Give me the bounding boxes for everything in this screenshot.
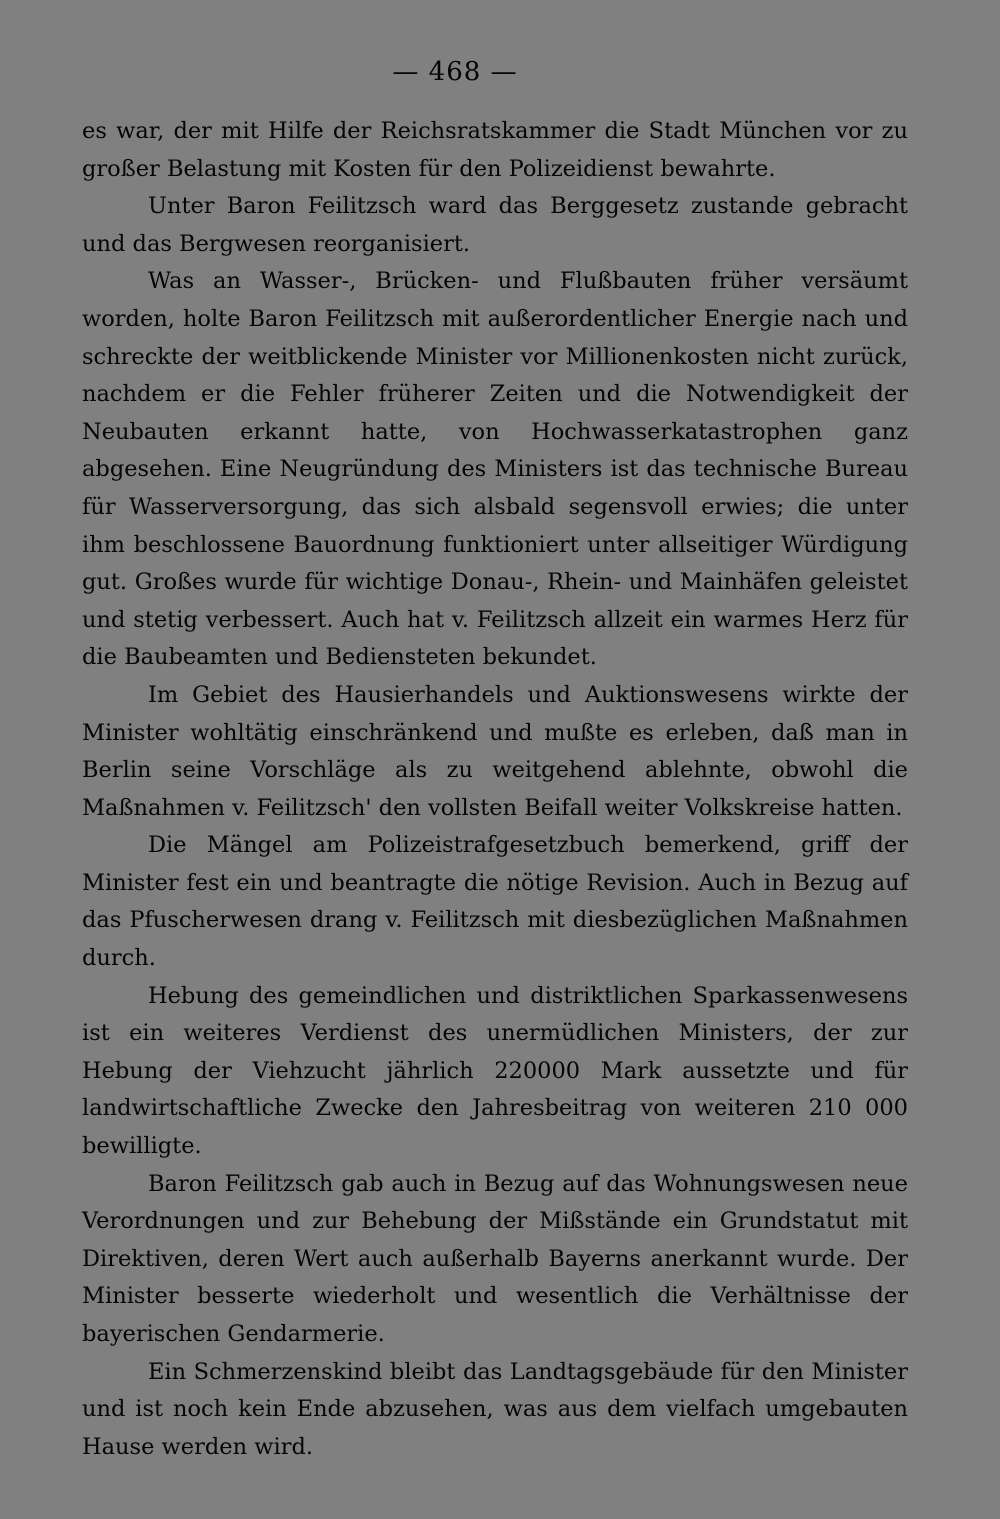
paragraph-1: es war, der mit Hilfe der Reichsratskammer die Stadt München vor zu großer Belastung mit Kosten für den Polizeidienst bewahrte. <box>82 118 908 182</box>
paragraph-2: Unter Baron Feilitzsch ward das Berggesetz zustande gebracht und das Bergwesen reorganisiert. <box>82 193 908 257</box>
paragraph-4: Im Gebiet des Hausierhandels und Auktionswesens wirkte der Minister wohltätig einschränkend und mußte es erleben, daß man in Berlin seine Vorschläge als zu weitgehend ablehnte, obwohl die Maßnahmen v. Feilitzsch' den vollsten Beifall weiter Volkskreise hatten. <box>82 681 908 821</box>
paragraph-3: Was an Wasser-, Brücken- und Flußbauten früher versäumt worden, holte Baron Feilitzsch mit außerordentlicher Energie nach und schreckte der weitblickende Minister vor Millionenkosten nicht zurück, nachdem er die Fehler früherer Zeiten und die Notwendigkeit der Neubauten erkannt hatte, von Hochwasserkatastrophen ganz abgesehen. Eine Neugründung des Ministers ist das technische Bureau für Wasserversorgung, das sich alsbald segensvoll erwies; die unter ihm beschlossene Bauordnung funktioniert unter allseitiger Würdigung gut. Großes wurde für wichtige Donau-, Rhein- und Mainhäfen geleistet und stetig verbessert. Auch hat v. Feilitzsch allzeit ein warmes Herz für die Baubeamten und Bediensteten bekundet. <box>82 268 908 671</box>
body-text <box>82 113 908 1466</box>
paragraph-5: Die Mängel am Polizeistrafgesetzbuch bemerkend, griff der Minister fest ein und beantragte die nötige Revision. Auch in Bezug auf das Pfuscherwesen drang v. Feilitzsch mit diesbezüglichen Maßnahmen durch. <box>82 832 908 972</box>
paragraph-8: Ein Schmerzenskind bleibt das Landtagsgebäude für den Minister und ist noch kein Ende abzusehen, was aus dem vielfach umgebauten Hause werden wird. <box>82 1358 908 1460</box>
page-number: — 468 — <box>392 57 518 87</box>
paragraph-7: Baron Feilitzsch gab auch in Bezug auf das Wohnungswesen neue Verordnungen und zur Behebung der Mißstände ein Grundstatut mit Direktiven, deren Wert auch außerhalb Bayerns anerkannt wurde. Der Minister besserte wiederholt und wesentlich die Verhältnisse der bayerischen Gendarmerie. <box>82 1170 908 1347</box>
paragraph-6: Hebung des gemeindlichen und distriktlichen Sparkassenwesens ist ein weiteres Verdienst des unermüdlichen Ministers, der zur Hebung der Viehzucht jährlich 220000 Mark aussetzte und für landwirtschaftliche Zwecke den Jahresbeitrag von weiteren 210 000 bewilligte. <box>82 982 908 1160</box>
